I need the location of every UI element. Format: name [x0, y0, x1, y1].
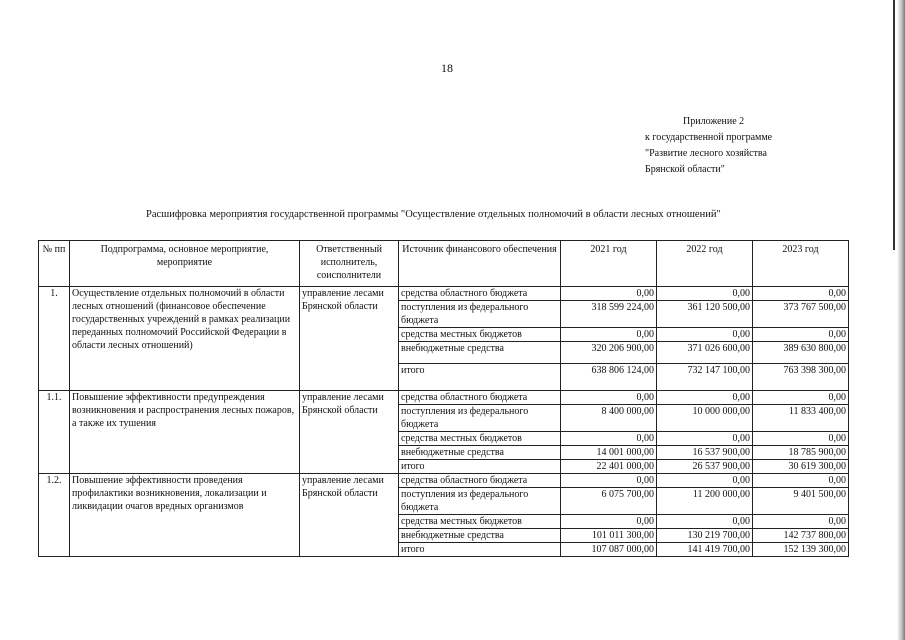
amount-2023: 11 833 400,00	[753, 405, 849, 432]
amount-2021: 14 001 000,00	[561, 446, 657, 460]
event-name: Осуществление отдельных полномочий в области лесных отношений (финансовое обеспечение государственных учреждений в рамках реализации переданных полномочий Российской Федерации в области лесных отношений)	[70, 287, 300, 391]
amount-2021: 8 400 000,00	[561, 405, 657, 432]
event-name: Повышение эффективности предупреждения возникновения и распространения лесных пожаров, а также их тушения	[70, 391, 300, 474]
source-cell: итого	[399, 543, 561, 557]
executor-name	[300, 287, 399, 391]
amount-2022: 0,00	[657, 432, 753, 446]
executor-name	[300, 474, 399, 557]
amount-2023: 18 785 900,00	[753, 446, 849, 460]
amount-2022: 0,00	[657, 391, 753, 405]
amount-2021: 320 206 900,00	[561, 342, 657, 364]
appendix-line: к государственной программе	[645, 132, 773, 143]
source-cell: итого	[399, 460, 561, 474]
amount-2022: 16 537 900,00	[657, 446, 753, 460]
amount-2023: 0,00	[753, 287, 849, 301]
table-header-row	[39, 241, 849, 287]
amount-2023: 0,00	[753, 515, 849, 529]
header-2021: 2021 год	[561, 241, 657, 287]
amount-2023: 9 401 500,00	[753, 488, 849, 515]
scan-edge-shadow	[897, 0, 905, 640]
amount-2021: 318 599 224,00	[561, 301, 657, 328]
source-cell: итого	[399, 364, 561, 391]
amount-2022: 141 419 700,00	[657, 543, 753, 557]
header-source: Источник финансового обеспечения	[399, 241, 561, 287]
amount-2021: 0,00	[561, 474, 657, 488]
source-cell: средства местных бюджетов	[399, 515, 561, 529]
header-num: № пп	[39, 241, 70, 287]
row-number: 1.2.	[39, 474, 70, 557]
source-cell: средства областного бюджета	[399, 391, 561, 405]
source-cell: внебюджетные средства	[399, 529, 561, 543]
amount-2023: 763 398 300,00	[753, 364, 849, 391]
appendix-line: Приложение 2	[683, 116, 745, 127]
amount-2023: 0,00	[753, 474, 849, 488]
amount-2021: 0,00	[561, 432, 657, 446]
scan-edge-line	[893, 0, 895, 250]
source-cell: поступления из федерального бюджета	[399, 405, 561, 432]
source-cell: поступления из федерального бюджета	[399, 488, 561, 515]
table-row	[39, 391, 849, 405]
appendix-block	[645, 114, 772, 178]
header-2022: 2022 год	[657, 241, 753, 287]
amount-2021: 22 401 000,00	[561, 460, 657, 474]
amount-2021: 6 075 700,00	[561, 488, 657, 515]
amount-2022: 371 026 600,00	[657, 342, 753, 364]
event-name: Повышение эффективности проведения профилактики возникновения, локализации и ликвидации очагов вредных организмов	[70, 474, 300, 557]
executor-name	[300, 391, 399, 474]
amount-2021: 0,00	[561, 515, 657, 529]
amount-2022: 0,00	[657, 328, 753, 342]
amount-2022: 26 537 900,00	[657, 460, 753, 474]
amount-2023: 0,00	[753, 328, 849, 342]
amount-2021: 0,00	[561, 287, 657, 301]
amount-2022: 130 219 700,00	[657, 529, 753, 543]
amount-2023: 142 737 800,00	[753, 529, 849, 543]
amount-2021: 0,00	[561, 328, 657, 342]
source-cell: средства областного бюджета	[399, 474, 561, 488]
row-number: 1.	[39, 287, 70, 391]
amount-2022: 0,00	[657, 287, 753, 301]
amount-2022: 0,00	[657, 474, 753, 488]
amount-2021: 0,00	[561, 391, 657, 405]
header-executor: Ответственный исполнитель, соисполнители	[300, 241, 399, 287]
header-event: Подпрограмма, основное мероприятие, мероприятие	[70, 241, 300, 287]
amount-2021: 107 087 000,00	[561, 543, 657, 557]
amount-2023: 152 139 300,00	[753, 543, 849, 557]
source-cell: поступления из федерального бюджета	[399, 301, 561, 328]
amount-2023: 30 619 300,00	[753, 460, 849, 474]
amount-2023: 373 767 500,00	[753, 301, 849, 328]
amount-2023: 389 630 800,00	[753, 342, 849, 364]
executor-text: управление лесами Брянской области	[302, 475, 384, 499]
amount-2022: 10 000 000,00	[657, 405, 753, 432]
amount-2022: 361 120 500,00	[657, 301, 753, 328]
amount-2022: 732 147 100,00	[657, 364, 753, 391]
source-cell: средства местных бюджетов	[399, 328, 561, 342]
amount-2023: 0,00	[753, 391, 849, 405]
executor-text: управление лесами Брянской области	[302, 392, 384, 416]
source-cell: внебюджетные средства	[399, 342, 561, 364]
amount-2022: 11 200 000,00	[657, 488, 753, 515]
source-cell: средства областного бюджета	[399, 287, 561, 301]
amount-2021: 101 011 300,00	[561, 529, 657, 543]
executor-text: управление лесами Брянской области	[302, 288, 384, 312]
source-cell: внебюджетные средства	[399, 446, 561, 460]
table-row	[39, 287, 849, 301]
table-row	[39, 474, 849, 488]
appendix-line: Брянской области"	[645, 164, 725, 175]
page-number: 18	[441, 61, 453, 75]
amount-2021: 638 806 124,00	[561, 364, 657, 391]
appendix-line: "Развитие лесного хозяйства	[645, 148, 767, 159]
document-title: Расшифровка мероприятия государственной программы "Осуществление отдельных полномочий в области лесных отношений"	[146, 209, 721, 220]
financing-table	[38, 240, 849, 557]
amount-2022: 0,00	[657, 515, 753, 529]
header-2023: 2023 год	[753, 241, 849, 287]
row-number: 1.1.	[39, 391, 70, 474]
source-cell: средства местных бюджетов	[399, 432, 561, 446]
amount-2023: 0,00	[753, 432, 849, 446]
